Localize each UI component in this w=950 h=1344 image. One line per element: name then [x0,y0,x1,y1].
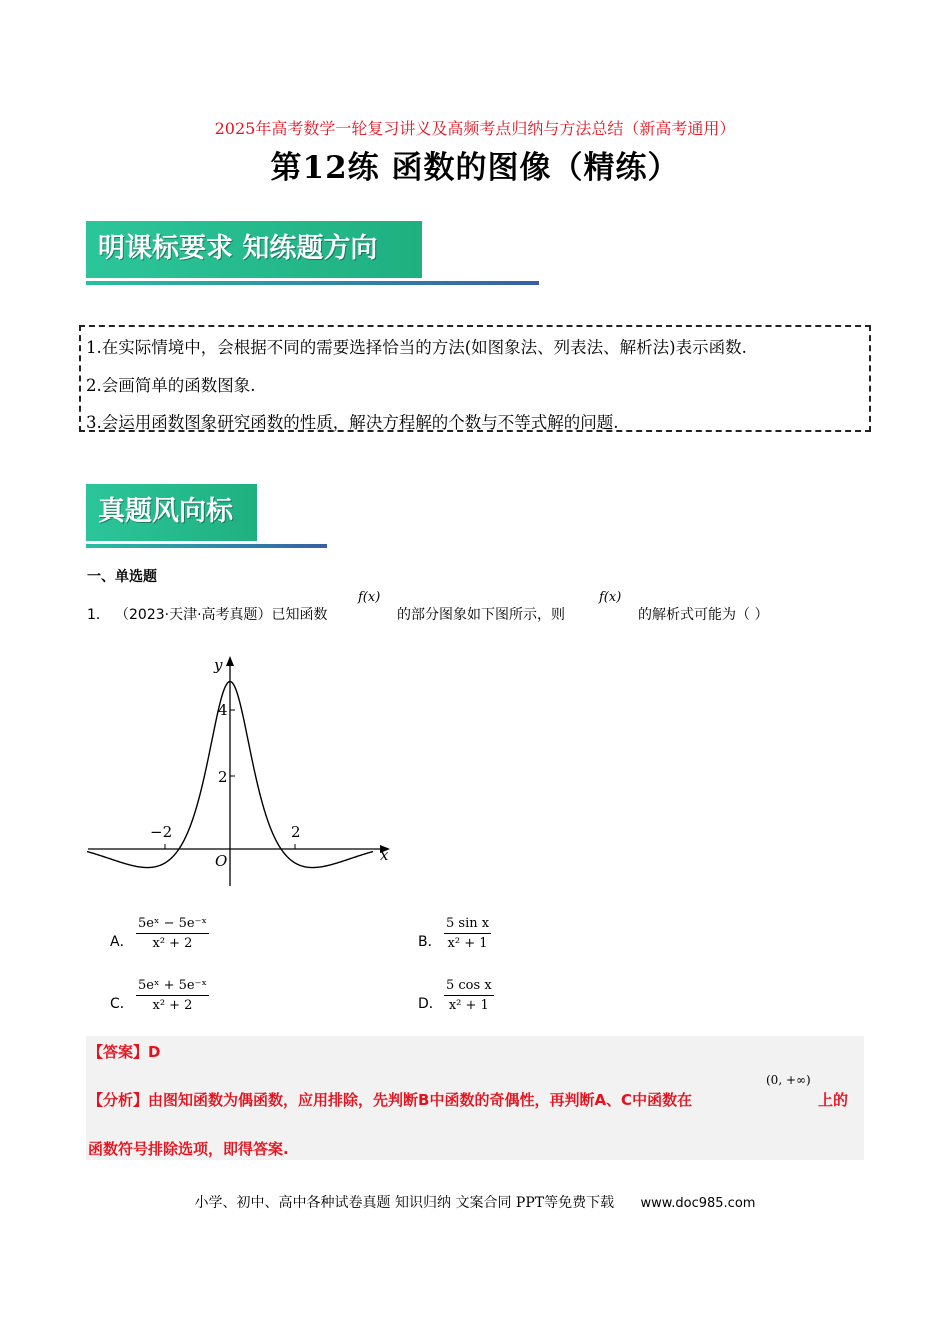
question-number: 1． [87,607,110,623]
option-label: C． [110,996,134,1012]
option-a-formula: $\frac{\text{5eˣ − 5e⁻ˣ}}{\text{x² + 2}}$ [138,916,207,951]
banner-underline [86,281,539,285]
question-suffix: 的解析式可能为（ ） [638,607,769,623]
option-b-formula: $\frac{\text{5 sin x}}{\text{x² + 1}}$ [446,916,490,951]
y-tick-label: 4 [218,701,228,719]
option-c-formula: $\frac{\text{5eˣ + 5e⁻ˣ}}{\text{x² + 2}}$ [138,978,207,1013]
series-title: 2025年高考数学一轮复习讲义及高频考点归纳与方法总结（新高考通用） [214,119,736,138]
question-category: 一、单选题 [87,569,157,585]
x-tick-label: −2 [150,823,173,841]
requirement-item: 1.在实际情境中，会根据不同的需要选择恰当的方法(如图象法、列表法、解析法)表示函数. [86,338,747,357]
function-graph [84,652,394,892]
y-axis-label: y [214,656,223,674]
origin-label: O [215,852,228,870]
x-axis-label: x [380,846,389,864]
page-footer [0,1192,950,1212]
option-label: A． [110,934,134,950]
analysis-line-2: 函数符号排除选项，即得答案. [88,1140,289,1158]
function-symbol: f(x) [599,590,622,605]
y-tick-label: 2 [218,768,228,786]
analysis-tag: 【分析】 [88,1091,149,1109]
requirement-item: 3.会运用函数图象研究函数的性质，解决方程解的个数与不等式解的问题. [86,413,619,432]
x-tick-label: 2 [291,823,301,841]
answer-line [88,1041,160,1062]
analysis-text: 由图知函数为偶函数，应用排除，先判断B中函数的奇偶性，再判断A、C中函数在 [148,1091,693,1109]
option-d-formula: $\frac{\text{5 cos x}}{\text{x² + 1}}$ [446,978,492,1013]
y-axis-arrow [226,656,234,666]
section-banner-requirements: 明课标要求 知练题方向 [86,221,422,278]
question-middle: 的部分图象如下图所示，则 [397,607,565,623]
section-banner-exam: 真题风向标 [86,484,257,541]
answer-tag: 【答案】 [88,1043,149,1061]
interval-notation: (0, +∞) [766,1073,811,1087]
answer-value: D [148,1043,161,1061]
footer-url: www.doc985.com [640,1196,756,1211]
analysis-line-1 [88,1089,692,1110]
function-symbol: f(x) [358,590,381,605]
question-prefix: （2023·天津·高考真题）已知函数 [115,607,328,623]
option-label: B． [418,934,442,950]
page-title: 第12练 函数的图像（精练） [270,150,680,186]
footer-text: 小学、初中、高中各种试卷真题 知识归纳 文案合同 PPT等免费下载 [194,1195,615,1211]
banner-underline [86,544,327,548]
analysis-text: 上的 [818,1091,849,1109]
requirement-item: 2.会画简单的函数图象. [86,376,256,395]
option-label: D． [418,996,443,1012]
